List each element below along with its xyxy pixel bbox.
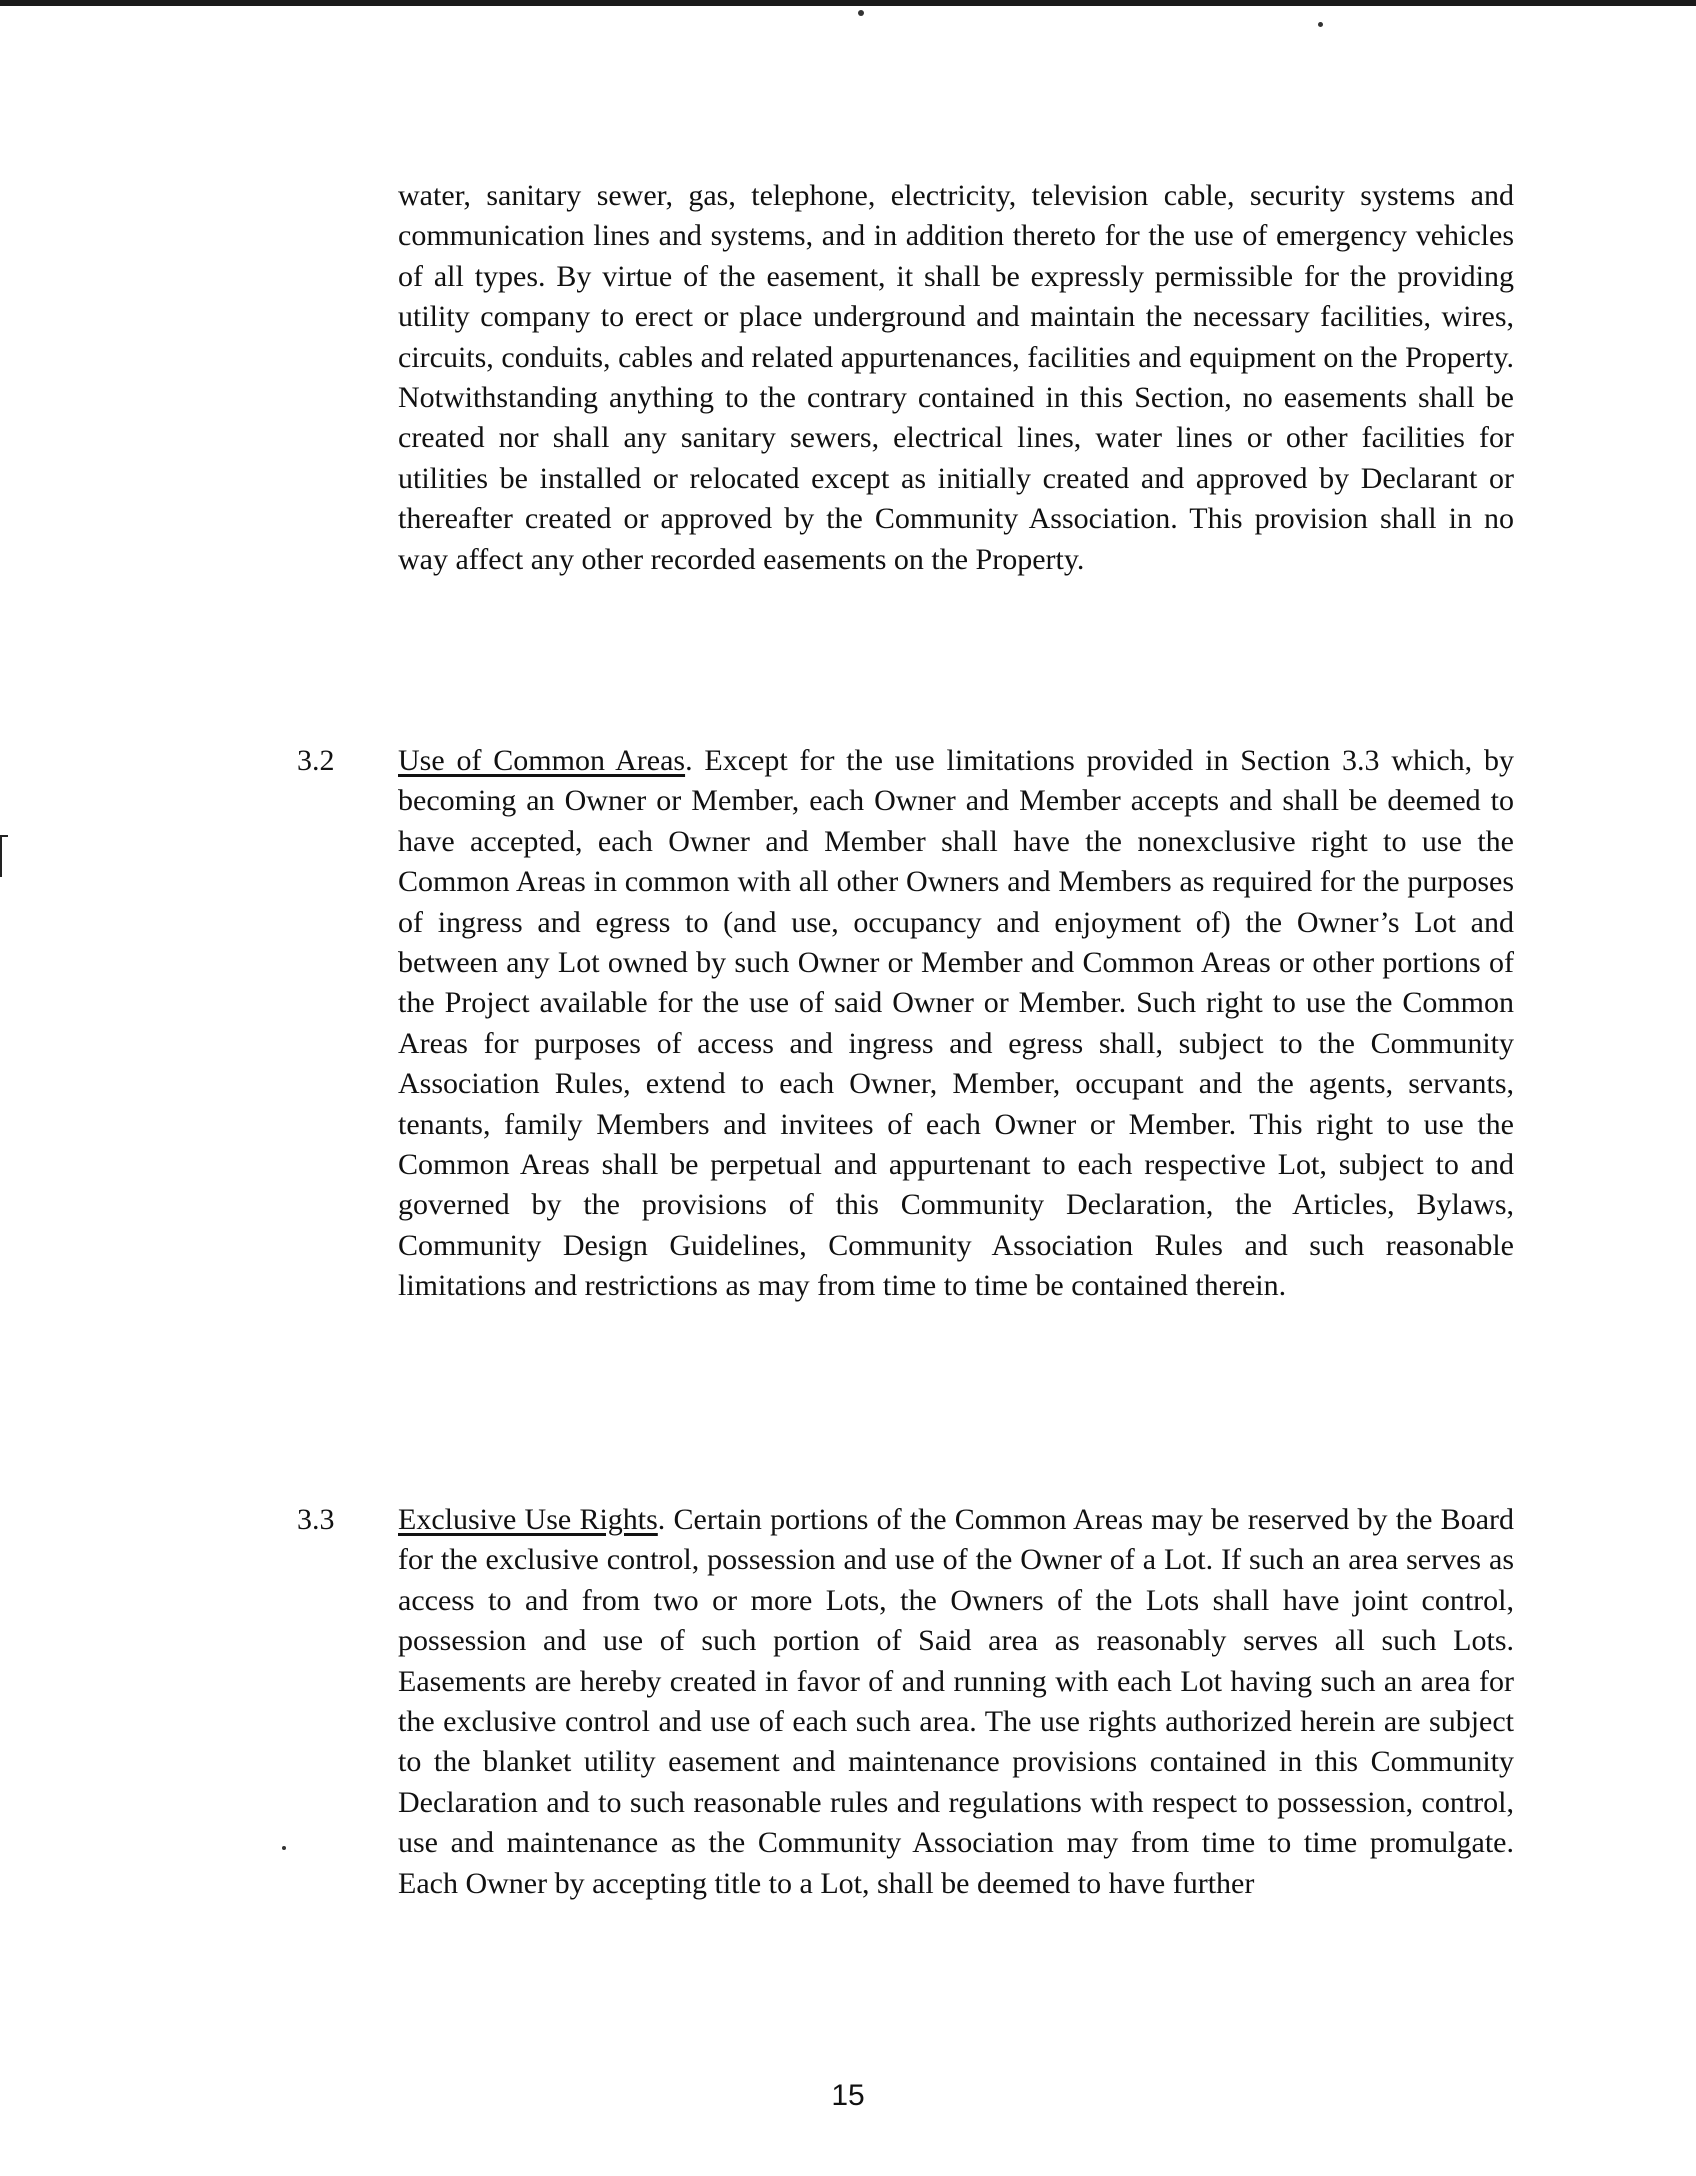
section-title: Exclusive Use Rights	[398, 1503, 658, 1536]
scan-speck	[282, 1846, 286, 1850]
section-body	[398, 1500, 1514, 1904]
section-text: . Except for the use limitations provided in Section 3.3 which, by becoming an Owner or Member, each Owner and Member accepts and shall be deemed to have accepted, each Owner and Member shall have the nonexclusive right to use the Common Areas in common with all other Owners and Members as required for the purposes of ingress and egress to (and use, occupancy and enjoyment of) the Owner’s Lot and between any Lot owned by such Owner or Member and Common Areas or other portions of the Project available for the use of said Owner or Member. Such right to use the Common Areas for purposes of access and ingress and egress shall, subject to the Community Association Rules, extend to each Owner, Member, occupant and the agents, servants, tenants, family Members and invitees of each Owner or Member. This right to use the Common Areas shall be perpetual and appurtenant to each respective Lot, subject to and governed by the provisions of this Community Declaration, the Articles, Bylaws, Community Design Guidelines, Community Association Rules and such reasonable limitations and restrictions as may from time to time be contained therein.	[398, 744, 1514, 1303]
section-title: Use of Common Areas	[398, 744, 686, 777]
section-body	[398, 741, 1514, 1307]
scan-speck	[858, 10, 864, 16]
scan-speck	[1318, 22, 1323, 27]
section-number: 3.2	[297, 744, 335, 777]
page-number: 15	[831, 2079, 865, 2112]
section-number: 3.3	[297, 1503, 335, 1536]
section-text: . Certain portions of the Common Areas may be reserved by the Board for the exclusive control, possession and use of the Owner of a Lot. If such an area serves as access to and from two or more Lots, the Owners of the Lots shall have joint control, possession and use of such portion of Said area as reasonably serves all such Lots. Easements are hereby created in favor of and running with each Lot having such an area for the exclusive control and use of each such area. The use rights authorized herein are subject to the blanket utility easement and maintenance provisions contained in this Community Declaration and to such reasonable rules and regulations with respect to possession, control, use and maintenance as the Community Association may from time to time promulgate. Each Owner by accepting title to a Lot, shall be deemed to have further	[398, 1503, 1514, 1900]
intro-paragraph: water, sanitary sewer, gas, telephone, electricity, television cable, security systems and communication lines and systems, and in addition thereto for the use of emergency vehicles of all types. By virtue of the easement, it shall be expressly permissible for the providing utility company to erect or place underground and maintain the necessary facilities, wires, circuits, conduits, cables and related appurtenances, facilities and equipment on the Property. Notwithstanding anything to the contrary contained in this Section, no easements shall be created nor shall any sanitary sewers, electrical lines, water lines or other facilities for utilities be installed or relocated except as initially created and approved by Declarant or thereafter created or approved by the Community Association. This provision shall in no way affect any other recorded easements on the Property.	[398, 179, 1514, 576]
scan-top-border	[0, 0, 1696, 6]
scan-edge-mark	[0, 835, 8, 877]
